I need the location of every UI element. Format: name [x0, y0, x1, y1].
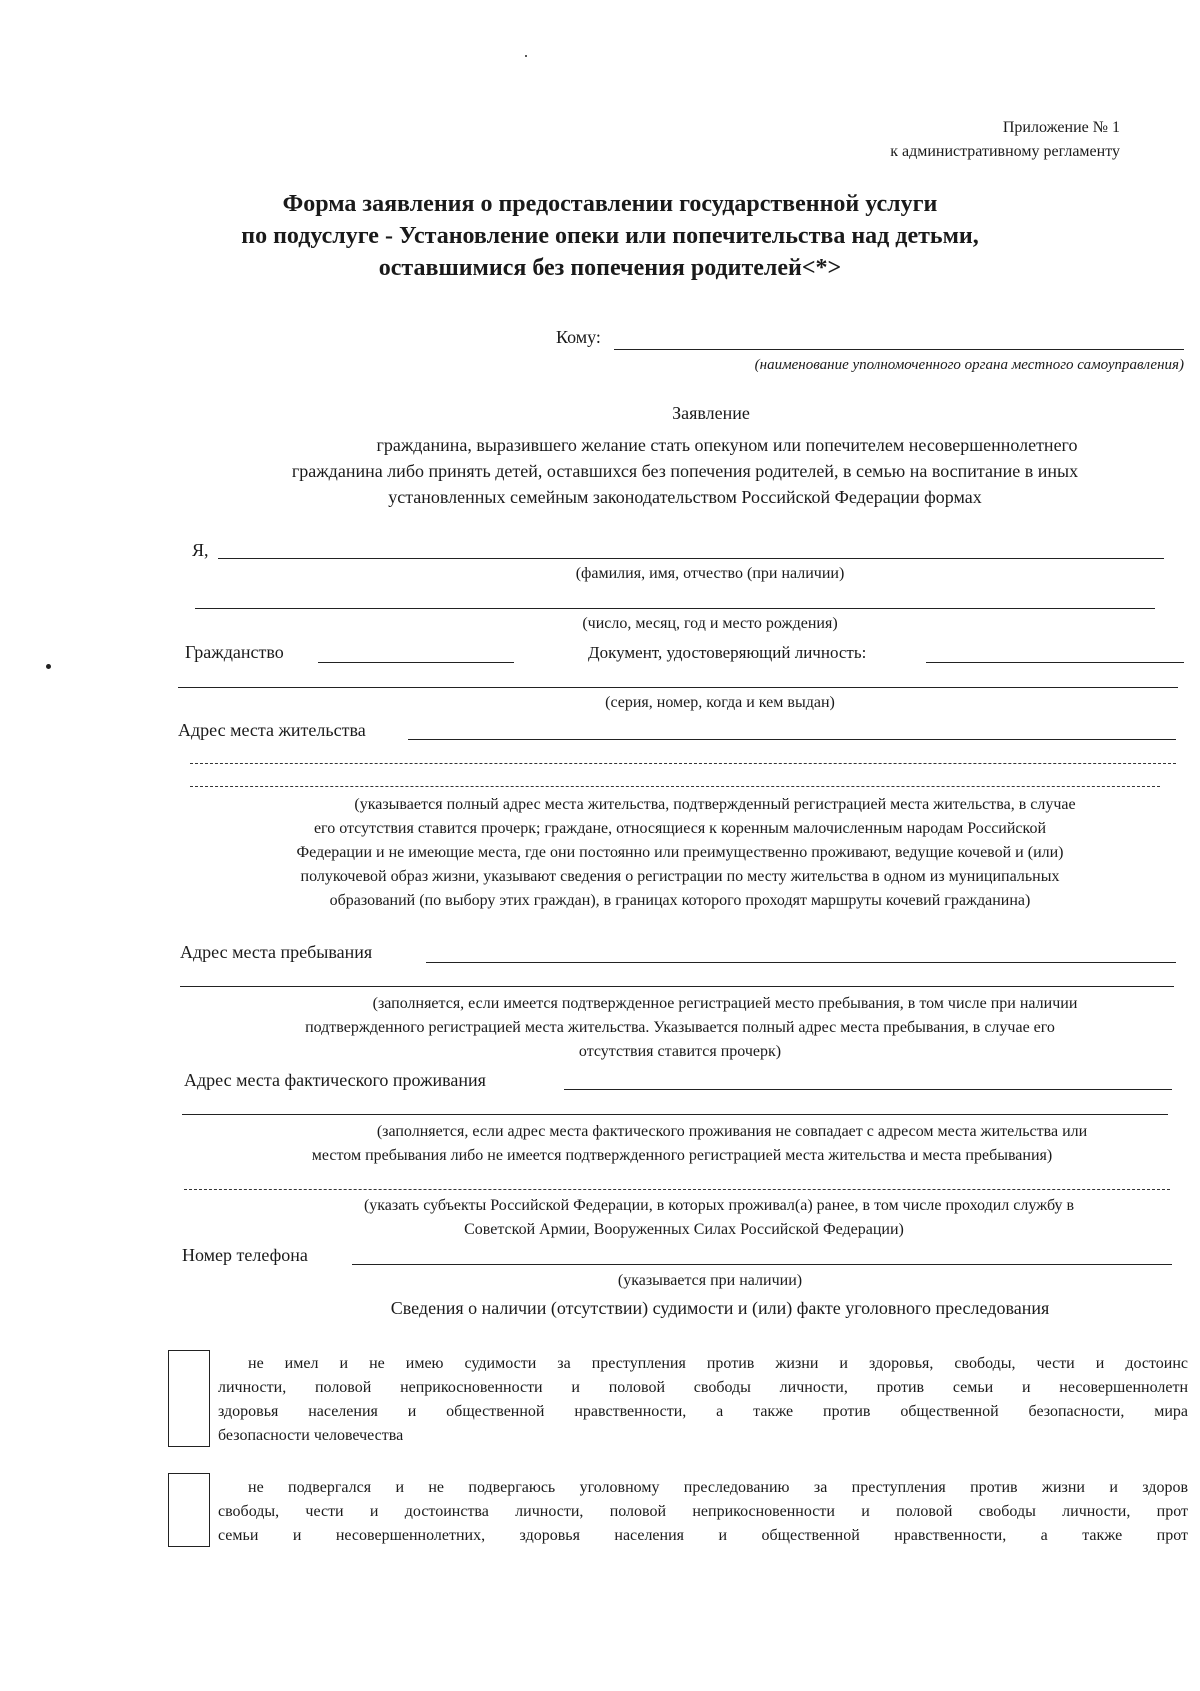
birth-field[interactable]: [195, 608, 1155, 609]
title-line-2: по подуслуге - Установление опеки или попечительства над детьми,: [241, 223, 979, 249]
statement-line-1: гражданина, выразившего желание стать опекуном или попечителем несовершеннолетнего: [376, 435, 1078, 455]
document-hint: (серия, номер, когда и кем выдан): [605, 694, 835, 711]
stay-hint: [180, 992, 1180, 1064]
statement-line-2: гражданина либо принять детей, оставшихся без попечения родителей, в семью на воспитание в иных: [291, 461, 1079, 481]
regions-hint: [184, 1194, 1184, 1242]
scan-speck: [525, 55, 527, 57]
residence-field[interactable]: [408, 739, 1176, 740]
regions-hint-line-1: (указать субъекты Российской Федерации, в которых проживал(а) ранее, в том числе проходил службу в: [363, 1197, 1075, 1214]
statement-line-3: установленных семейным законодательством Российской Федерации формах: [388, 487, 982, 507]
no-conviction-line-1: не имел и не имею судимости за преступления против жизни и здоровья, свободы, чести и достоинс: [248, 1355, 1188, 1372]
document-field-line-2[interactable]: [178, 687, 1178, 688]
phone-field[interactable]: [352, 1264, 1172, 1265]
citizenship-label: Гражданство: [185, 642, 284, 662]
no-prosecution-line-3: семьи и несовершеннолетних, здоровья населения и общественной нравственности, а также прот: [218, 1527, 1188, 1544]
recipient-field[interactable]: [614, 349, 1184, 350]
residence-hint-line-1: (указывается полный адрес места жительства, подтвержденный регистрацией места жительства, в случае: [354, 796, 1076, 813]
stay-hint-line-1: (заполняется, если имеется подтвержденное регистрацией место пребывания, в том числе при наличии: [372, 995, 1078, 1012]
phone-label: Номер телефона: [182, 1245, 308, 1265]
citizenship-field[interactable]: [318, 662, 514, 663]
stay-label: Адрес места пребывания: [180, 942, 373, 962]
appendix-line-1: Приложение № 1: [1002, 119, 1120, 136]
statement-body: [185, 432, 1185, 510]
no-conviction-text: [218, 1352, 1188, 1448]
actual-hint: [182, 1120, 1182, 1168]
residence-hint: [178, 793, 1182, 913]
actual-hint-line-2: местом пребывания либо не имеется подтвержденного регистрацией места жительства и места пребывания): [311, 1147, 1053, 1164]
document-field[interactable]: [926, 662, 1184, 663]
stay-hint-line-3: отсутствия ставится прочерк): [578, 1043, 782, 1060]
appendix-line-2: к административному регламенту: [890, 143, 1120, 160]
residence-hint-line-2: его отсутствия ставится прочерк; граждане, относящиеся к коренным малочисленным народам Российской: [313, 820, 1047, 837]
residence-label: Адрес места жительства: [178, 720, 366, 740]
no-prosecution-line-1: не подвергался и не подвергаюсь уголовному преследованию за преступления против жизни и здоров: [248, 1479, 1188, 1496]
title-line-1: Форма заявления о предоставлении государственной услуги: [282, 191, 938, 217]
regions-hint-line-2: Советской Армии, Вооруженных Силах Российской Федерации): [464, 1221, 904, 1238]
no-prosecution-text: [218, 1476, 1188, 1548]
residence-field-line-2[interactable]: [190, 763, 1176, 764]
actual-hint-line-1: (заполняется, если адрес места фактического проживания не совпадает с адресом места жительства или: [376, 1123, 1088, 1140]
document-label: Документ, удостоверяющий личность:: [588, 643, 867, 662]
residence-field-line-3[interactable]: [190, 786, 1160, 787]
title-line-3: оставшимися без попечения родителей<*>: [378, 255, 842, 281]
recipient-label: Кому:: [556, 327, 601, 347]
actual-field-line-2[interactable]: [182, 1114, 1168, 1115]
no-conviction-checkbox[interactable]: [168, 1350, 210, 1447]
birth-hint: (число, месяц, год и место рождения): [582, 615, 838, 632]
actual-field[interactable]: [564, 1089, 1172, 1090]
appendix-note: [760, 116, 1120, 164]
stay-field-line-2[interactable]: [180, 986, 1174, 987]
residence-hint-line-5: образований (по выбору этих граждан), в границах которого проходят маршруты кочевий гражданина): [329, 892, 1031, 909]
criminal-heading: Сведения о наличии (отсутствии) судимости и (или) факте уголовного преследования: [390, 1298, 1050, 1318]
no-conviction-line-3: здоровья населения и общественной нравственности, а также против общественной безопасности, мира: [218, 1403, 1188, 1420]
scan-speck: [46, 664, 51, 669]
fio-hint: (фамилия, имя, отчество (при наличии): [575, 565, 845, 582]
no-conviction-line-4: безопасности человечества: [218, 1427, 404, 1444]
i-label: Я,: [192, 540, 209, 560]
stay-hint-line-2: подтвержденного регистрацией места жительства. Указывается полный адрес места пребывания, в случае его: [305, 1019, 1055, 1036]
stay-field[interactable]: [426, 962, 1176, 963]
phone-hint: (указывается при наличии): [617, 1272, 803, 1289]
regions-field[interactable]: [184, 1189, 1170, 1190]
residence-hint-line-4: полукочевой образ жизни, указывают сведения о регистрации по месту жительства в одном из муниципальных: [300, 868, 1060, 885]
no-prosecution-checkbox[interactable]: [168, 1473, 210, 1547]
no-conviction-line-2: личности, половой неприкосновенности и половой свободы личности, против семьи и несовершеннолетн: [218, 1379, 1188, 1396]
form-title: [180, 188, 1040, 284]
recipient-hint: (наименование уполномоченного органа местного самоуправления): [754, 357, 1184, 373]
fio-field[interactable]: [218, 558, 1164, 559]
statement-heading: Заявление: [672, 403, 750, 423]
residence-hint-line-3: Федерации и не имеющие места, где они постоянно или преимущественно проживают, ведущие кочевой и (или): [296, 844, 1064, 861]
no-prosecution-line-2: свободы, чести и достоинства личности, половой неприкосновенности и половой свободы личности, прот: [218, 1503, 1188, 1520]
actual-label: Адрес места фактического проживания: [184, 1070, 486, 1090]
